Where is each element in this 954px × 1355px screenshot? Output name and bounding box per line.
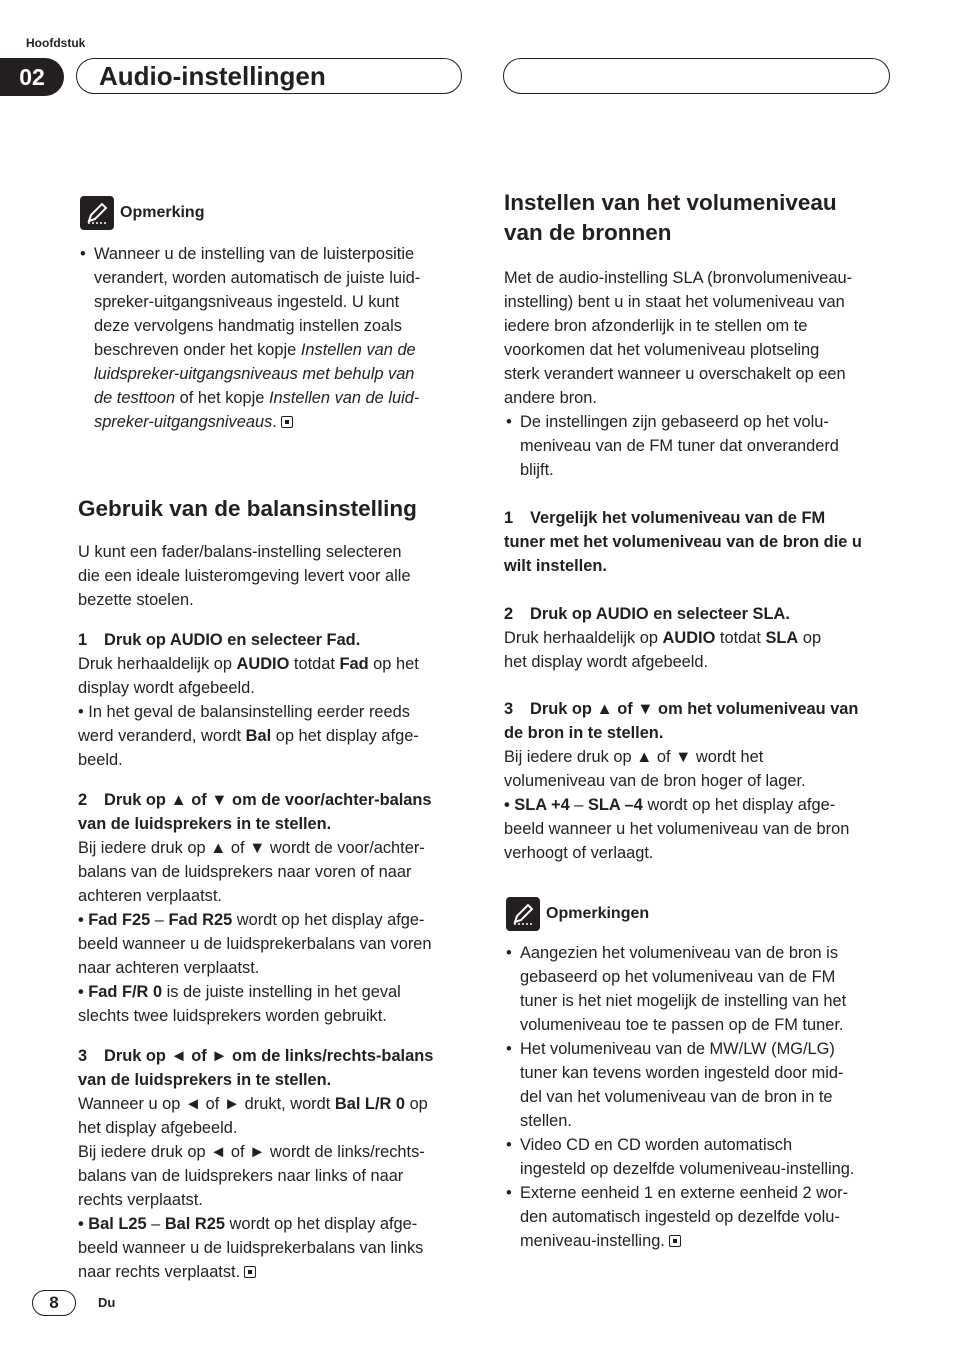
step-1 (78, 628, 470, 772)
text: display wordt afgebeeld. (78, 679, 255, 697)
step-body (78, 1092, 470, 1284)
step-1 (504, 506, 896, 578)
step-3 (504, 697, 896, 865)
step-number: 2 (78, 791, 88, 809)
end-mark-icon (669, 1235, 681, 1247)
bold-term: Bal L/R 0 (334, 1095, 406, 1113)
note-line: verandert, worden automatisch de juiste luid- (94, 269, 421, 287)
text-line: voorkomen dat het volumeniveau plotseling (504, 341, 820, 359)
heading-line: van de bronnen (504, 220, 672, 245)
note-item (504, 1037, 896, 1133)
text-line: andere bron. (504, 389, 597, 407)
step-title: Vergelijk het volumeniveau van de FM (530, 509, 826, 527)
step-body (78, 836, 470, 1028)
note-line: gebaseerd op het volumeniveau van de FM (520, 968, 836, 986)
step-title: Druk op AUDIO en selecteer SLA. (530, 605, 790, 623)
note-ref: luidspreker-uitgangsniveaus met behulp van (94, 365, 415, 383)
text: slechts twee luidsprekers worden gebruikt. (78, 1007, 387, 1025)
step-heading (504, 602, 896, 626)
text: totdat (289, 655, 340, 673)
note-line: of het kopje (175, 389, 269, 407)
text-line: meniveau van de FM tuner dat onveranderd (520, 437, 839, 455)
left-column (78, 196, 470, 1284)
text: op het display afge- (271, 727, 419, 745)
note-line: Het volumeniveau van de MW/LW (MG/LG) (520, 1040, 835, 1058)
pencil-note-icon (506, 897, 540, 931)
bold-term: SLA +4 (514, 796, 570, 814)
text-line: iedere bron afzonderlijk in te stellen om te (504, 317, 808, 335)
heading-line: Instellen van het volumeniveau (504, 190, 837, 215)
note-header (80, 196, 470, 230)
step-heading (78, 628, 470, 652)
bold-term: Fad F/R 0 (88, 983, 163, 1001)
step-number: 3 (78, 1047, 88, 1065)
text: Druk herhaaldelijk op (504, 629, 663, 647)
bold-term: Bal (245, 727, 272, 745)
text: Bij iedere druk op ▲ of ▼ wordt de voor/achter- (78, 839, 425, 857)
text: – (150, 911, 169, 929)
section-heading: Gebruik van de balansinstelling (78, 496, 417, 521)
chapter-number: 02 (0, 58, 64, 96)
note-item (78, 242, 470, 434)
step-title: wilt instellen. (504, 557, 607, 575)
text-line: De instellingen zijn gebaseerd op het volu- (520, 413, 829, 431)
text: totdat (715, 629, 766, 647)
step-title: van de luidsprekers in te stellen. (78, 815, 332, 833)
step-heading (78, 788, 470, 836)
note-line: ingesteld op dezelfde volumeniveau-instelling. (520, 1160, 855, 1178)
note-line: del van het volumeniveau van de bron in te (520, 1088, 833, 1106)
intro-text (78, 540, 470, 612)
text: – (569, 796, 588, 814)
notes-header (506, 897, 896, 931)
section-heading (504, 188, 896, 248)
intro-text (504, 266, 896, 410)
end-mark-icon (281, 416, 293, 428)
note-ref: de testtoon (94, 389, 176, 407)
text: beeld. (78, 751, 123, 769)
note-line: Aangezien het volumeniveau van de bron is (520, 944, 839, 962)
text: achteren verplaatst. (78, 887, 222, 905)
text: Wanneer u op ◄ of ► drukt, wordt (78, 1095, 335, 1113)
bullet: • (78, 983, 89, 1001)
text: werd veranderd, wordt (78, 727, 246, 745)
note-line: den automatisch ingesteld op dezelfde volu- (520, 1208, 840, 1226)
text: balans van de luidsprekers naar voren of naar (78, 863, 412, 881)
text: naar rechts verplaatst. (78, 1263, 241, 1281)
text: Bij iedere druk op ▲ of ▼ wordt het (504, 748, 764, 766)
page-title: Audio-instellingen (99, 61, 326, 91)
text: is de juiste instelling in het geval (162, 983, 401, 1001)
note-line: meniveau-instelling. (520, 1232, 665, 1250)
text: balans van de luidsprekers naar links of naar (78, 1167, 404, 1185)
note-line: beschreven onder het kopje (94, 341, 301, 359)
text: het display afgebeeld. (78, 1119, 238, 1137)
note-line: Wanneer u de instelling van de luisterpositie (94, 245, 415, 263)
bold-term: Fad (339, 655, 369, 673)
note-line: deze vervolgens handmatig instellen zoals (94, 317, 402, 335)
bold-term: AUDIO (662, 629, 716, 647)
note-item (504, 941, 896, 1037)
end-mark-icon (244, 1266, 256, 1278)
text: wordt op het display afge- (232, 911, 425, 929)
bold-term: SLA (765, 629, 799, 647)
page-number: 8 (32, 1290, 76, 1316)
step-title: tuner met het volumeniveau van de bron die u (504, 533, 862, 551)
note-item (504, 1133, 896, 1181)
note-line: tuner is het niet mogelijk de instelling van het (520, 992, 847, 1010)
text: • In het geval de balansinstelling eerder reeds (78, 703, 410, 721)
text: rechts verplaatst. (78, 1191, 203, 1209)
text: verhoogt of verlaagt. (504, 844, 654, 862)
note-line: spreker-uitgangsniveaus ingesteld. U kunt (94, 293, 400, 311)
note-line: volumeniveau toe te passen op de FM tuner. (520, 1016, 844, 1034)
bold-term: Fad R25 (168, 911, 233, 929)
step-heading (78, 1044, 470, 1092)
bold-term: SLA –4 (587, 796, 643, 814)
step-heading (504, 697, 896, 745)
bold-term: Bal L25 (88, 1215, 147, 1233)
step-title: Druk op AUDIO en selecteer Fad. (104, 631, 361, 649)
text: wordt op het display afge- (224, 1215, 418, 1233)
step-title: Druk op ◄ of ► om de links/rechts-balans (104, 1047, 434, 1065)
step-number: 2 (504, 605, 514, 623)
text-line: instelling) bent u in staat het volumeniveau van (504, 293, 845, 311)
bold-term: Bal R25 (164, 1215, 225, 1233)
note-list (78, 242, 470, 434)
intro-bullet (504, 410, 896, 482)
note-line: Video CD en CD worden automatisch (520, 1136, 793, 1154)
note-line: Externe eenheid 1 en externe eenheid 2 wor- (520, 1184, 849, 1202)
note-line: . (272, 413, 277, 431)
text-line: Met de audio-instelling SLA (bronvolumeniveau- (504, 269, 853, 287)
step-number: 3 (504, 700, 514, 718)
text: op het (368, 655, 419, 673)
bold-term: Fad F25 (88, 911, 151, 929)
notes-label: Opmerkingen (546, 905, 650, 922)
chapter-label: Hoofdstuk (26, 36, 86, 50)
step-body (504, 626, 896, 674)
text-line: bezette stoelen. (78, 591, 194, 609)
note-ref: spreker-uitgangsniveaus (94, 413, 273, 431)
right-column (504, 188, 896, 1253)
step-body (504, 745, 896, 865)
step-title: de bron in te stellen. (504, 724, 664, 742)
language-code: Du (98, 1295, 116, 1310)
step-number: 1 (78, 631, 88, 649)
note-line: stellen. (520, 1112, 572, 1130)
bold-term: AUDIO (236, 655, 290, 673)
bullet: • (78, 1215, 89, 1233)
note-label: Opmerking (120, 204, 205, 221)
step-body (78, 652, 470, 772)
text-line: die een ideale luisteromgeving levert voor alle (78, 567, 411, 585)
text: het display wordt afgebeeld. (504, 653, 709, 671)
note-ref: Instellen van de luid- (268, 389, 420, 407)
step-title: Druk op ▲ of ▼ om het volumeniveau van (530, 700, 859, 718)
text: naar achteren verplaatst. (78, 959, 260, 977)
text-line: blijft. (520, 461, 554, 479)
text: wordt op het display afge- (642, 796, 836, 814)
text: Druk herhaaldelijk op (78, 655, 237, 673)
step-2 (78, 788, 470, 1028)
text: volumeniveau van de bron hoger of lager. (504, 772, 806, 790)
note-line: tuner kan tevens worden ingesteld door mid- (520, 1064, 844, 1082)
text: op (405, 1095, 428, 1113)
step-title: van de luidsprekers in te stellen. (78, 1071, 332, 1089)
text-line: sterk verandert wanneer u overschakelt op een (504, 365, 846, 383)
text: beeld wanneer u het volumeniveau van de bron (504, 820, 850, 838)
text: op (798, 629, 822, 647)
bullet: • (504, 796, 515, 814)
step-2 (504, 602, 896, 674)
step-heading (504, 506, 896, 578)
text: Bij iedere druk op ◄ of ► wordt de links/rechts- (78, 1143, 425, 1161)
text: beeld wanneer u de luidsprekerbalans van links (78, 1239, 424, 1257)
step-3 (78, 1044, 470, 1284)
note-item (504, 1181, 896, 1253)
text: – (146, 1215, 165, 1233)
step-number: 1 (504, 509, 514, 527)
note-ref: Instellen van de (300, 341, 416, 359)
pencil-note-icon (80, 196, 114, 230)
notes-list (504, 941, 896, 1253)
page-title-box (76, 58, 462, 94)
text-line: U kunt een fader/balans-instelling selecteren (78, 543, 402, 561)
empty-title-box (503, 58, 890, 94)
text: beeld wanneer u de luidsprekerbalans van voren (78, 935, 432, 953)
bullet: • (78, 911, 89, 929)
step-title: Druk op ▲ of ▼ om de voor/achter-balans (104, 791, 432, 809)
